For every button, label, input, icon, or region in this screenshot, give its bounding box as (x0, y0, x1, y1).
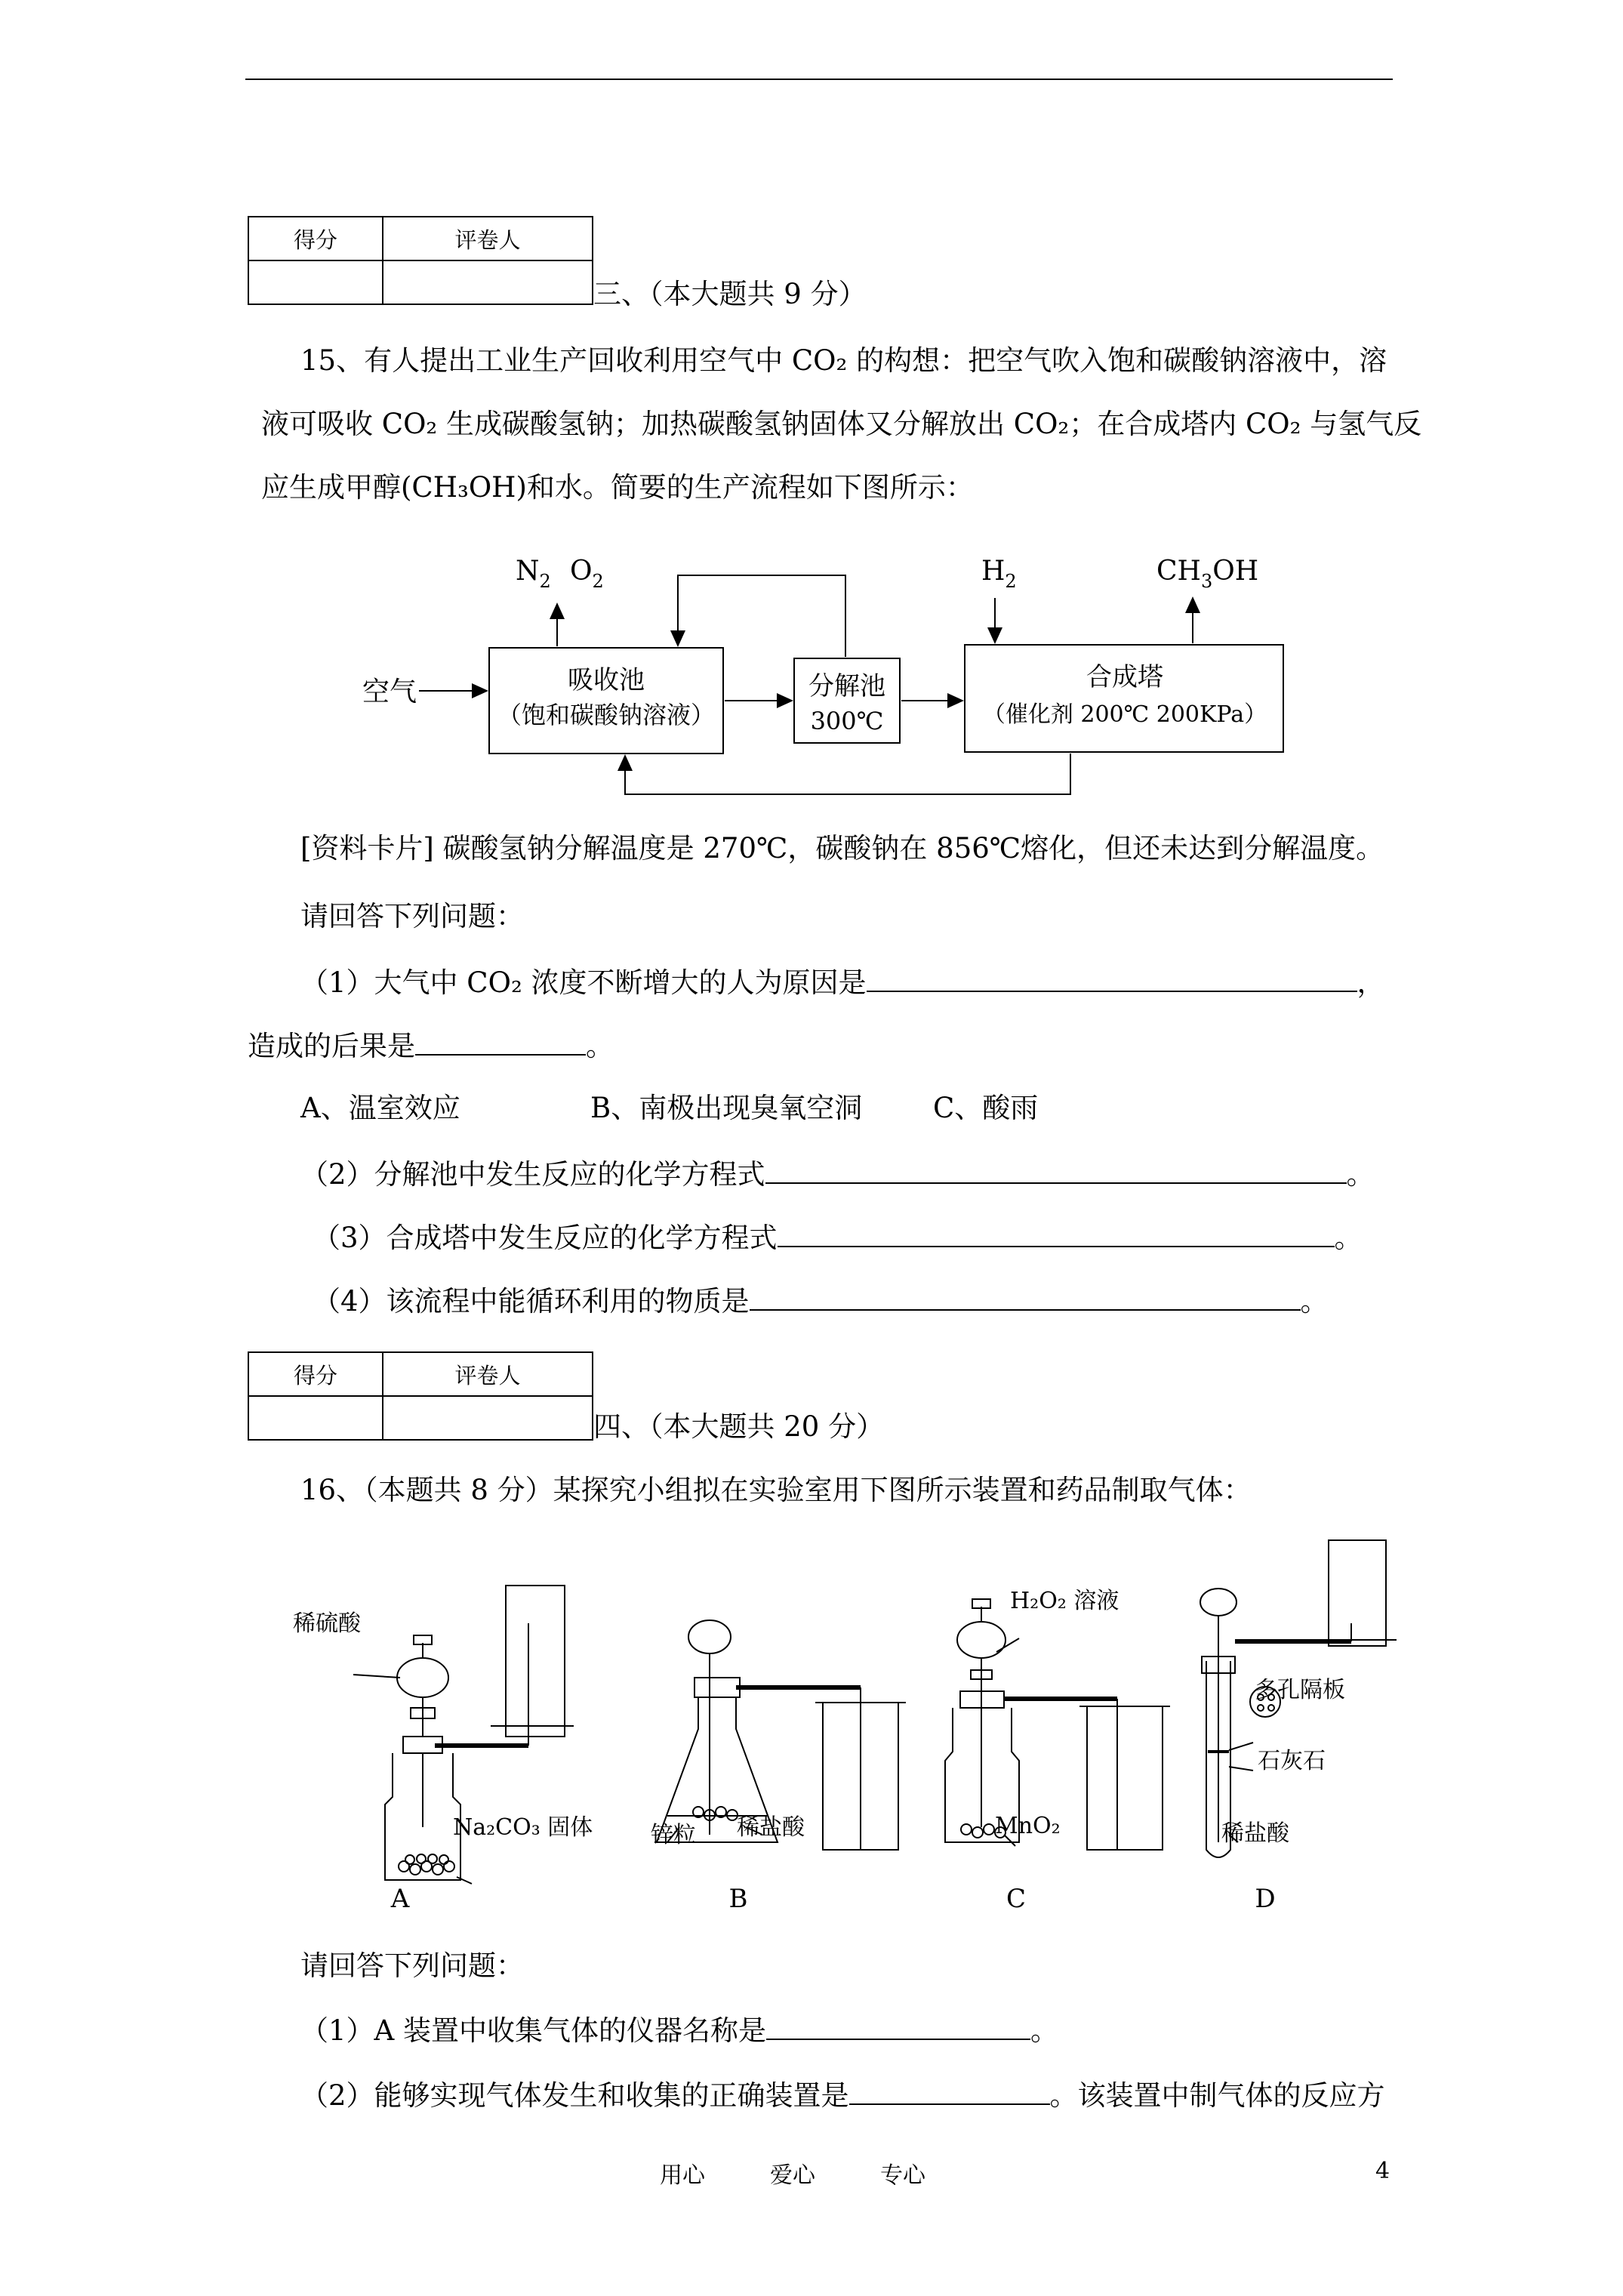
score-table-1 (248, 216, 593, 305)
score-header: 得分 (248, 217, 383, 260)
grader-cell[interactable] (383, 1396, 593, 1440)
q15-part-2-blank[interactable] (765, 1155, 1347, 1184)
label-a: A (390, 1884, 410, 1914)
o2-label: $O_2$ (570, 556, 604, 592)
section-3-title: 三、（本大题共 9 分） (593, 278, 867, 310)
q15-part-1-consequence: 造成的后果是 。 (248, 1027, 614, 1065)
score-header: 得分 (248, 1352, 383, 1396)
q16-part-2: （2）能够实现气体发生和收集的正确装置是 。该装置中制气体的反应方 (300, 2076, 1385, 2114)
q16-prompt: 请回答下列问题： (300, 1949, 524, 1982)
grader-cell[interactable] (383, 260, 593, 304)
score-cell[interactable] (248, 1396, 383, 1440)
q15-prompt: 请回答下列问题： (300, 900, 524, 932)
n2-label: $N_2$ (516, 556, 551, 592)
q15-part-3: （3）合成塔中发生反应的化学方程式 。 (313, 1219, 1363, 1256)
label-h2o2-solution: H₂O₂ 溶液 (1010, 1588, 1119, 1614)
footer-motto-1: 用心 (660, 2162, 705, 2189)
label-dilute-sulfuric-acid: 稀硫酸 (293, 1610, 361, 1637)
process-flow-diagram (0, 529, 1623, 800)
header-rule (245, 79, 1393, 80)
apparatus-diagram (0, 1510, 1623, 1933)
section-4-title: 四、（本大题共 20 分） (593, 1410, 885, 1443)
decomposition-tank-title: 分解池 (808, 671, 885, 701)
q16-part-1-blank[interactable] (766, 2011, 1030, 2040)
decomposition-tank-temp: 300℃ (810, 707, 884, 735)
air-label: 空气 (362, 676, 417, 707)
option-b: B、南极出现臭氧空洞 (590, 1092, 863, 1124)
synthesis-tower-conditions: （催化剂 200℃ 200KPa） (982, 701, 1267, 728)
label-c: C (1006, 1884, 1027, 1914)
label-porous-plate: 多孔隔板 (1255, 1677, 1345, 1703)
q15-line-2: 液可吸收 CO₂ 生成碳酸氢钠；加热碳酸氢钠固体又分解放出 CO₂；在合成塔内 CO₂ 与氢气反 (261, 408, 1422, 440)
q16-part-2-blank[interactable] (849, 2076, 1050, 2105)
q16-line-1: 16、（本题共 8 分）某探究小组拟在实验室用下图所示装置和药品制取气体： (300, 1474, 1252, 1506)
score-cell[interactable] (248, 260, 383, 304)
synthesis-tower-box (965, 645, 1283, 752)
label-mno2: MnO₂ (995, 1813, 1061, 1839)
label-dilute-hcl-b: 稀盐酸 (737, 1814, 805, 1841)
label-na2co3-solid: Na₂CO₃ 固体 (453, 1814, 593, 1841)
q15-part-3-blank[interactable] (778, 1219, 1335, 1247)
grader-header: 评卷人 (383, 1352, 593, 1396)
q15-line-3: 应生成甲醇(CH₃OH)和水。简要的生产流程如下图所示： (261, 471, 974, 504)
q15-options (300, 1090, 1131, 1126)
grader-header: 评卷人 (383, 217, 593, 260)
footer-motto-3: 专心 (880, 2162, 925, 2189)
footer-motto-2: 爱心 (770, 2162, 815, 2189)
label-dilute-hcl-d: 稀盐酸 (1221, 1820, 1289, 1847)
label-d: D (1255, 1884, 1276, 1914)
label-limestone: 石灰石 (1258, 1748, 1326, 1774)
ch3oh-label: $CH_3OH$ (1156, 556, 1259, 592)
h2-label: $H_2$ (981, 556, 1017, 592)
page-number: 4 (1375, 2158, 1390, 2184)
q15-part-1: （1）大气中 CO₂ 浓度不断增大的人为原因是 ， (300, 963, 1385, 1001)
q16-part-1: （1）A 装置中收集气体的仪器名称是 。 (300, 2011, 1058, 2049)
absorption-tank-title: 吸收池 (568, 665, 645, 695)
q15-part-1-blank[interactable] (867, 963, 1357, 992)
score-table-2 (248, 1351, 593, 1441)
q15-line-1: 15、有人提出工业生产回收利用空气中 CO₂ 的构想：把空气吹入饱和碳酸钠溶液中，溶 (300, 344, 1387, 377)
data-card: [资料卡片] 碳酸氢钠分解温度是 270℃，碳酸钠在 856℃熔化，但还未达到分解温度。 (300, 832, 1384, 864)
label-b: B (728, 1884, 748, 1914)
absorption-tank-note: （饱和碳酸钠溶液） (497, 701, 716, 729)
q15-consequence-blank[interactable] (415, 1027, 586, 1056)
label-zinc: 锌粒 (651, 1822, 696, 1848)
q15-part-4-blank[interactable] (750, 1282, 1301, 1311)
q15-part-2: （2）分解池中发生反应的化学方程式 。 (300, 1155, 1375, 1193)
synthesis-tower-title: 合成塔 (1086, 662, 1163, 692)
q15-part-4: （4）该流程中能循环利用的物质是 。 (313, 1282, 1329, 1320)
option-c: C、酸雨 (933, 1092, 1039, 1124)
option-a: A、温室效应 (300, 1092, 460, 1124)
